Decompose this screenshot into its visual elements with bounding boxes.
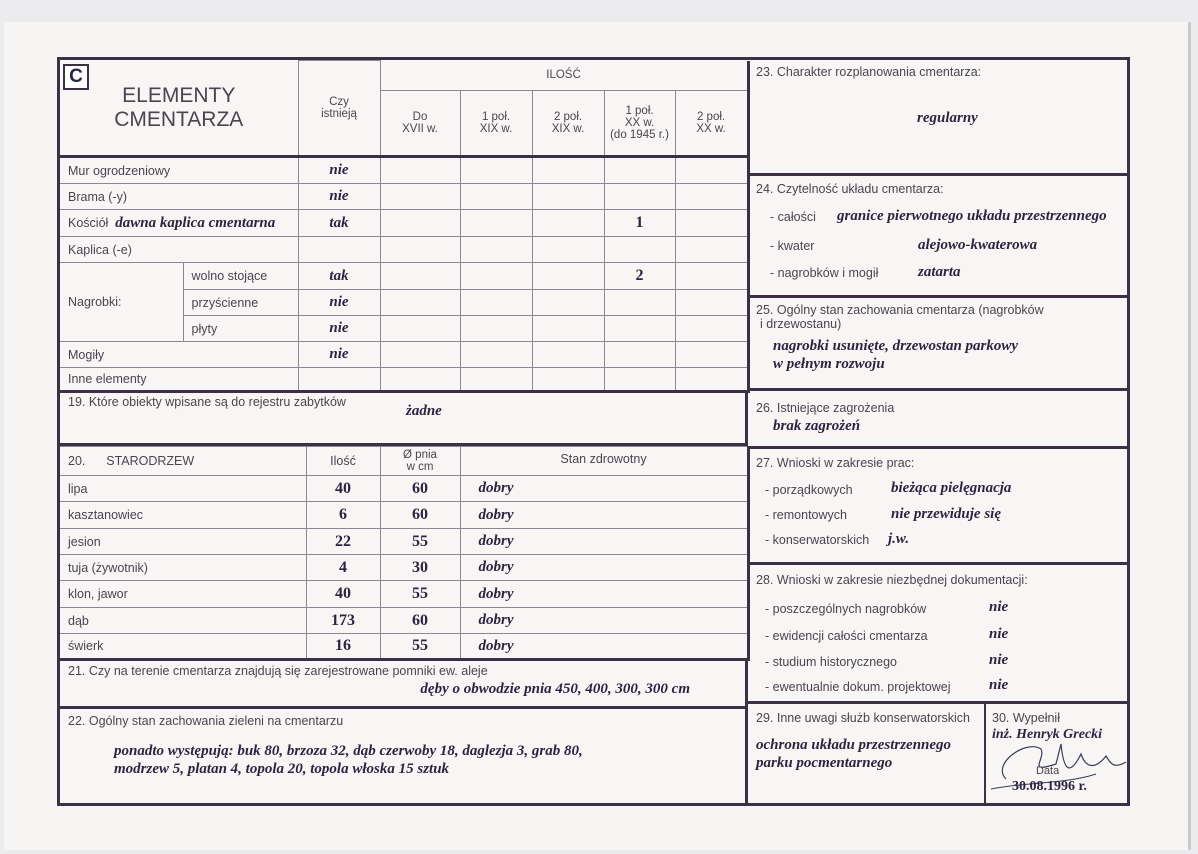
- exists-value: nie: [298, 342, 380, 368]
- work-value: bieżąca pielęgnacja: [891, 480, 1012, 496]
- doc-value: nie: [989, 599, 1009, 615]
- section-25-line2: w pełnym rozwoju: [773, 356, 885, 372]
- old-trees-table: [60, 446, 750, 661]
- section-25-line1: nagrobki usunięte, drzewostan parkowy: [773, 338, 1019, 354]
- exists-value: [298, 237, 380, 263]
- tree-diameter: 30: [380, 555, 460, 581]
- tree-qty: 40: [306, 476, 380, 502]
- tree-qty: 4: [306, 555, 380, 581]
- section-25-label: 25. Ogólny stan zachowania cmentarza (nagrobków: [756, 303, 1044, 317]
- exists-value: nie: [298, 157, 380, 184]
- section-29: [748, 704, 986, 803]
- tree-name: lipa: [60, 476, 306, 502]
- tree-diameter: 55: [380, 529, 460, 555]
- form-frame: [57, 57, 1130, 806]
- tree-qty: 173: [306, 608, 380, 634]
- table-row: [60, 263, 748, 290]
- old-trees-title: 20. STARODRZEW: [60, 447, 306, 476]
- quantity-header: ILOŚĆ: [380, 61, 748, 91]
- section-22-line1: ponadto występują: buk 80, brzoza 32, dąb czerwoby 18, daglezja 3, grab 80,: [114, 743, 583, 759]
- work-label: - konserwatorskich: [765, 533, 870, 547]
- table-row: [60, 342, 748, 368]
- exists-value: nie: [298, 316, 380, 342]
- date-label: Data: [1036, 765, 1060, 777]
- section-27-label: 27. Wnioski w zakresie prac:: [756, 456, 915, 470]
- legibility-label: - całości: [770, 210, 816, 224]
- row-label: Nagrobki:: [60, 263, 183, 342]
- work-value: nie przewiduje się: [891, 506, 1002, 522]
- section-28-label: 28. Wnioski w zakresie niezbędnej dokumentacji:: [756, 573, 1028, 587]
- exists-value: nie: [298, 184, 380, 210]
- tree-health: dobry: [460, 608, 748, 634]
- section-19-value: żadne: [406, 403, 442, 419]
- tree-health: dobry: [460, 555, 748, 581]
- doc-value: nie: [989, 626, 1009, 642]
- table-row: [60, 529, 748, 555]
- section-25: [748, 298, 1127, 391]
- tree-health: dobry: [460, 476, 748, 502]
- section-21-value: dęby o obwodzie pnia 450, 400, 300, 300 cm: [420, 681, 690, 697]
- doc-label: - poszczególnych nagrobków: [765, 602, 927, 616]
- section-26-label: 26. Istniejące zagrożenia: [756, 401, 895, 415]
- row-label: Mur ogrodzeniowy: [60, 157, 298, 184]
- tree-name: tuja (żywotnik): [60, 555, 306, 581]
- section-22-line2: modrzew 5, platan 4, topola 20, topola włoska 15 sztuk: [114, 761, 450, 777]
- doc-label: - studium historycznego: [765, 655, 898, 669]
- tree-name: dąb: [60, 608, 306, 634]
- tree-diameter: 55: [380, 634, 460, 660]
- diameter-header: Ø pnia w cm: [380, 447, 460, 476]
- section-30-label: 30. Wypełnił: [992, 711, 1060, 725]
- section-21-label: 21. Czy na terenie cmentarza znajdują się zarejestrowane pomniki ew. aleje: [68, 664, 488, 678]
- doc-value: nie: [989, 652, 1009, 668]
- exists-value: tak: [298, 210, 380, 237]
- table-row: [60, 608, 748, 634]
- exists-value: nie: [298, 290, 380, 316]
- row-label: Inne elementy: [60, 368, 298, 392]
- table-row: [60, 157, 748, 184]
- section-23: [748, 60, 1127, 176]
- section-letter: C: [63, 64, 89, 90]
- period-header: 2 poł. XX w.: [675, 91, 748, 157]
- legibility-value: zatarta: [918, 264, 961, 280]
- section-29-line2: parku pocmentarnego: [756, 755, 893, 771]
- health-header: Stan zdrowotny: [460, 447, 748, 476]
- tree-health: dobry: [460, 502, 748, 529]
- tree-qty: 6: [306, 502, 380, 529]
- section-27: [748, 449, 1127, 565]
- section-24-label: 24. Czytelność układu cmentarza:: [756, 182, 944, 196]
- exists-value: [298, 368, 380, 392]
- table-row: [60, 581, 748, 608]
- tree-name: klon, jawor: [60, 581, 306, 608]
- table-row: [60, 555, 748, 581]
- tree-name: kasztanowiec: [60, 502, 306, 529]
- period-header: Do XVII w.: [380, 91, 460, 157]
- period-header: 2 poł. XIX w.: [532, 91, 604, 157]
- quantity-value: 2: [604, 263, 675, 290]
- elements-table: [60, 60, 750, 393]
- legibility-value: granice pierwotnego układu przestrzennego: [837, 208, 1107, 224]
- legibility-label: - nagrobków i mogił: [770, 266, 879, 280]
- table-row: [60, 368, 748, 392]
- elements-title: ELEMENTY CMENTARZA: [114, 83, 244, 131]
- legibility-label: - kwater: [770, 239, 815, 253]
- tree-qty: 16: [306, 634, 380, 660]
- section-25-label-2: i drzewostanu): [760, 317, 842, 331]
- legibility-value: alejowo-kwaterowa: [918, 237, 1038, 253]
- tree-qty: 40: [306, 581, 380, 608]
- doc-value: nie: [989, 677, 1009, 693]
- work-label: - porządkowych: [765, 483, 853, 497]
- period-header: 1 poł. XIX w.: [460, 91, 532, 157]
- section-30: [986, 704, 1127, 803]
- section-21: [60, 659, 748, 709]
- table-row: [60, 634, 748, 660]
- table-row: [60, 502, 748, 529]
- section-28: [748, 565, 1127, 704]
- section-26: [748, 391, 1127, 449]
- church-note: dawna kaplica cmentarna: [115, 214, 276, 231]
- tree-health: dobry: [460, 634, 748, 660]
- table-row: [60, 237, 748, 263]
- quantity-value: 1: [604, 210, 675, 237]
- row-sublabel: płyty: [183, 316, 298, 342]
- section-29-line1: ochrona układu przestrzennego: [756, 737, 952, 753]
- work-label: - remontowych: [765, 508, 847, 522]
- exists-value: tak: [298, 263, 380, 290]
- work-value: j.w.: [888, 531, 910, 547]
- row-sublabel: przyścienne: [183, 290, 298, 316]
- doc-label: - ewidencji całości cmentarza: [765, 629, 928, 643]
- tree-diameter: 60: [380, 608, 460, 634]
- section-19-label: 19. Które obiekty wpisane są do rejestru zabytków: [68, 395, 346, 409]
- section-23-value: regularny: [917, 110, 978, 126]
- section-19: [60, 391, 748, 446]
- table-row: [60, 210, 748, 237]
- section-26-value: brak zagrożeń: [773, 418, 861, 434]
- exists-header: Czy istnieją: [298, 61, 380, 157]
- row-label: Kaplica (-e): [60, 237, 298, 263]
- tree-diameter: 60: [380, 502, 460, 529]
- row-label: Kościół dawna kaplica cmentarna: [60, 210, 298, 237]
- tree-health: dobry: [460, 529, 748, 555]
- period-header: 1 poł. XX w. (do 1945 r.): [604, 91, 675, 157]
- qty-header: Ilość: [306, 447, 380, 476]
- tree-diameter: 55: [380, 581, 460, 608]
- tree-diameter: 60: [380, 476, 460, 502]
- row-label: Brama (-y): [60, 184, 298, 210]
- table-row: [60, 476, 748, 502]
- filled-date: 30.08.1996 r.: [1012, 779, 1087, 794]
- doc-label: - ewentualnie dokum. projektowej: [765, 680, 951, 694]
- row-sublabel: wolno stojące: [183, 263, 298, 290]
- tree-qty: 22: [306, 529, 380, 555]
- section-24: [748, 176, 1127, 298]
- table-row: [60, 184, 748, 210]
- tree-name: świerk: [60, 634, 306, 660]
- section-29-label: 29. Inne uwagi służb konserwatorskich: [756, 711, 971, 725]
- section-22: [60, 709, 748, 803]
- row-label: Mogiły: [60, 342, 298, 368]
- section-22-label: 22. Ogólny stan zachowania zieleni na cmentarzu: [68, 714, 344, 728]
- section-23-label: 23. Charakter rozplanowania cmentarza:: [756, 65, 982, 79]
- filled-by-name: inż. Henryk Grecki: [992, 727, 1103, 742]
- tree-name: jesion: [60, 529, 306, 555]
- tree-health: dobry: [460, 581, 748, 608]
